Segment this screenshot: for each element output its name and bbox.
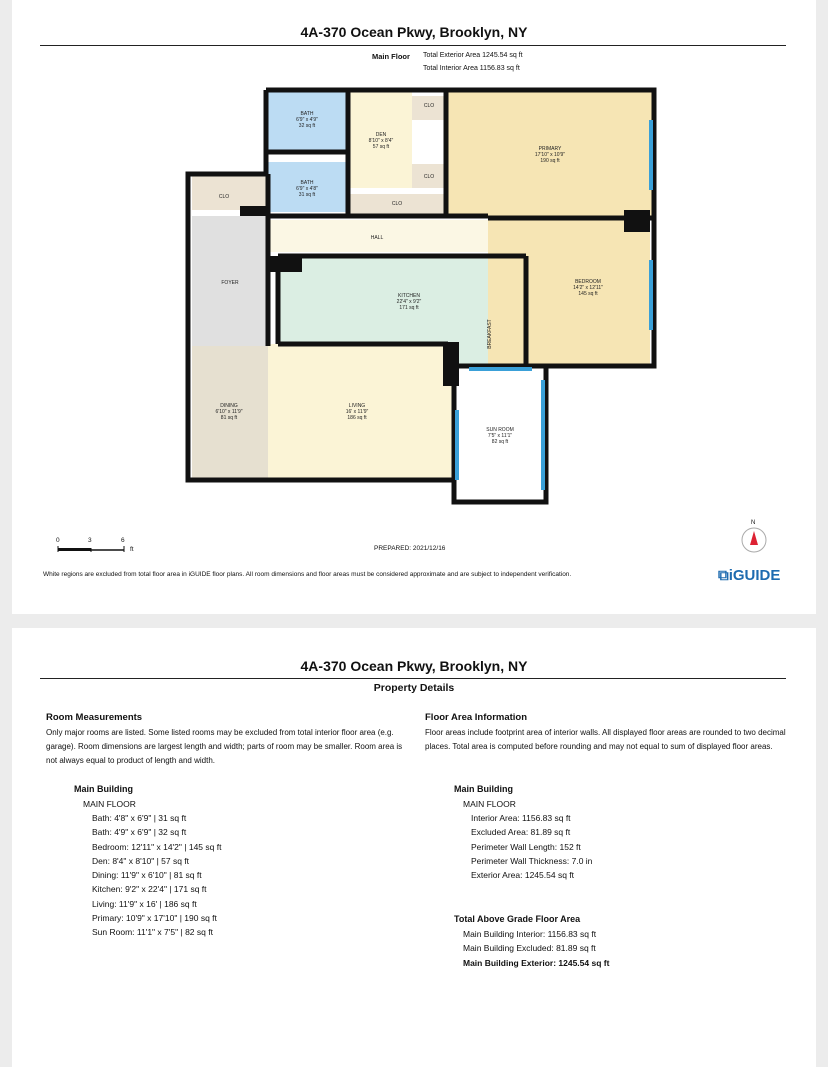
list-item: Excluded Area: 81.89 sq ft — [471, 827, 571, 838]
list-item: Perimeter Wall Length: 152 ft — [471, 841, 581, 852]
sunroom-label: SUN ROOM 7'5" x 11'1" 82 sq ft — [486, 427, 514, 445]
wall-block — [268, 256, 302, 272]
list-item: Bedroom: 12'11" x 14'2" | 145 sq ft — [92, 841, 222, 852]
clo3-label: CLO — [391, 201, 403, 207]
compass-label: N — [751, 520, 756, 526]
hall-label: HALL — [370, 235, 384, 241]
floor-plan-page — [12, 0, 816, 614]
scale-unit: ft — [130, 546, 134, 553]
page2-subtitle: Property Details — [373, 682, 455, 694]
list-item: Den: 8'4" x 8'10" | 57 sq ft — [92, 855, 190, 866]
den-label: DEN 8'10" x 8'4" 57 sq ft — [368, 132, 394, 150]
rm-floor: MAIN FLOOR — [83, 799, 136, 809]
wall-block — [443, 342, 459, 386]
clo2-label: CLO — [423, 174, 435, 180]
room-measurements-heading: Room Measurements — [46, 712, 143, 723]
wall-block — [240, 206, 268, 216]
title-divider — [40, 678, 786, 679]
kitchen-label: KITCHEN 22'4" x 9'2" 171 sq ft — [396, 293, 422, 311]
scale-bar — [58, 546, 124, 552]
room-list — [92, 811, 221, 940]
interior-area: Total Interior Area 1156.83 sq ft — [423, 65, 520, 72]
bedroom-label: BEDROOM 14'2" x 12'11" 145 sq ft — [573, 279, 603, 297]
clo4-room — [192, 176, 266, 210]
bath-mid-label: BATH 6'9" x 4'8" 31 sq ft — [296, 180, 318, 198]
fa-floor: MAIN FLOOR — [463, 799, 516, 809]
fa-building: Main Building — [454, 784, 513, 794]
scale-3: 3 — [88, 537, 92, 544]
floor-area-list — [471, 811, 592, 882]
list-item: Interior Area: 1156.83 sq ft — [471, 813, 571, 823]
floor-label: Main Floor — [372, 52, 410, 61]
iguide-logo: ⧉iGUIDE — [718, 567, 781, 584]
property-details-page — [12, 628, 816, 1067]
breakfast-label: BREAKFAST — [487, 319, 493, 349]
foyer-label: FOYER — [221, 280, 239, 286]
rm-building: Main Building — [74, 784, 133, 794]
scale-6: 6 — [121, 537, 125, 544]
list-item: Bath: 4'8" x 6'9" | 31 sq ft — [92, 813, 187, 823]
list-item: Sun Room: 11'1" x 7'5" | 82 sq ft — [92, 927, 213, 938]
page-title: 4A-370 Ocean Pkwy, Brooklyn, NY — [300, 24, 528, 40]
list-item: Primary: 10'9" x 17'10" | 190 sq ft — [92, 913, 217, 924]
clo1-label: CLO — [423, 103, 435, 109]
list-item: Main Building Exterior: 1245.54 sq ft — [463, 957, 610, 968]
list-item: Perimeter Wall Thickness: 7.0 in — [471, 855, 593, 866]
scale-0: 0 — [56, 537, 60, 544]
iguide-logo-icon: ⧉ — [718, 567, 729, 584]
wall-block — [624, 210, 650, 232]
page2-title: 4A-370 Ocean Pkwy, Brooklyn, NY — [300, 658, 528, 674]
list-item: Exterior Area: 1245.54 sq ft — [471, 870, 575, 881]
prepared-date: PREPARED: 2021/12/16 — [374, 545, 446, 552]
bath-top-label: BATH 6'9" x 4'9" 32 sq ft — [296, 111, 318, 129]
disclaimer: White regions are excluded from total floor area in iGUIDE floor plans. All room dimensions and floor areas must be considered approximate and are subject to independent verification. — [43, 571, 572, 578]
list-item: Living: 11'9" x 16' | 186 sq ft — [92, 898, 197, 909]
primary-label: PRIMARY 17'10" x 10'9" 190 sq ft — [534, 146, 566, 164]
list-item: Dining: 11'9" x 6'10" | 81 sq ft — [92, 870, 202, 881]
dining-label: DINING 6'10" x 11'9" 81 sq ft — [215, 403, 243, 421]
list-item: Kitchen: 9'2" x 22'4" | 171 sq ft — [92, 884, 207, 895]
total-heading: Total Above Grade Floor Area — [454, 914, 581, 924]
exterior-area: Total Exterior Area 1245.54 sq ft — [423, 52, 523, 59]
room-measurements-text: Only major rooms are listed. Some listed rooms may be excluded from total interior floor area (e.g. garage). Room dimensions are largest length and width; parts of room may be smaller. Room area is not always equal to product of length and width. — [46, 728, 403, 765]
list-item: Main Building Interior: 1156.83 sq ft — [463, 929, 597, 939]
list-item: Bath: 4'9" x 6'9" | 32 sq ft — [92, 827, 187, 838]
floor-area-heading: Floor Area Information — [425, 712, 528, 723]
totals-list — [463, 927, 609, 970]
clo4-label: CLO — [218, 194, 230, 200]
list-item: Main Building Excluded: 81.89 sq ft — [463, 943, 596, 954]
living-label: LIVING 16' x 11'9" 186 sq ft — [345, 403, 369, 421]
floor-area-text: Floor areas include footprint area of interior walls. All displayed floor areas are rounded to two decimal places. Total area is computed before rounding and may not equal to sum of displayed floor areas. — [425, 728, 786, 751]
